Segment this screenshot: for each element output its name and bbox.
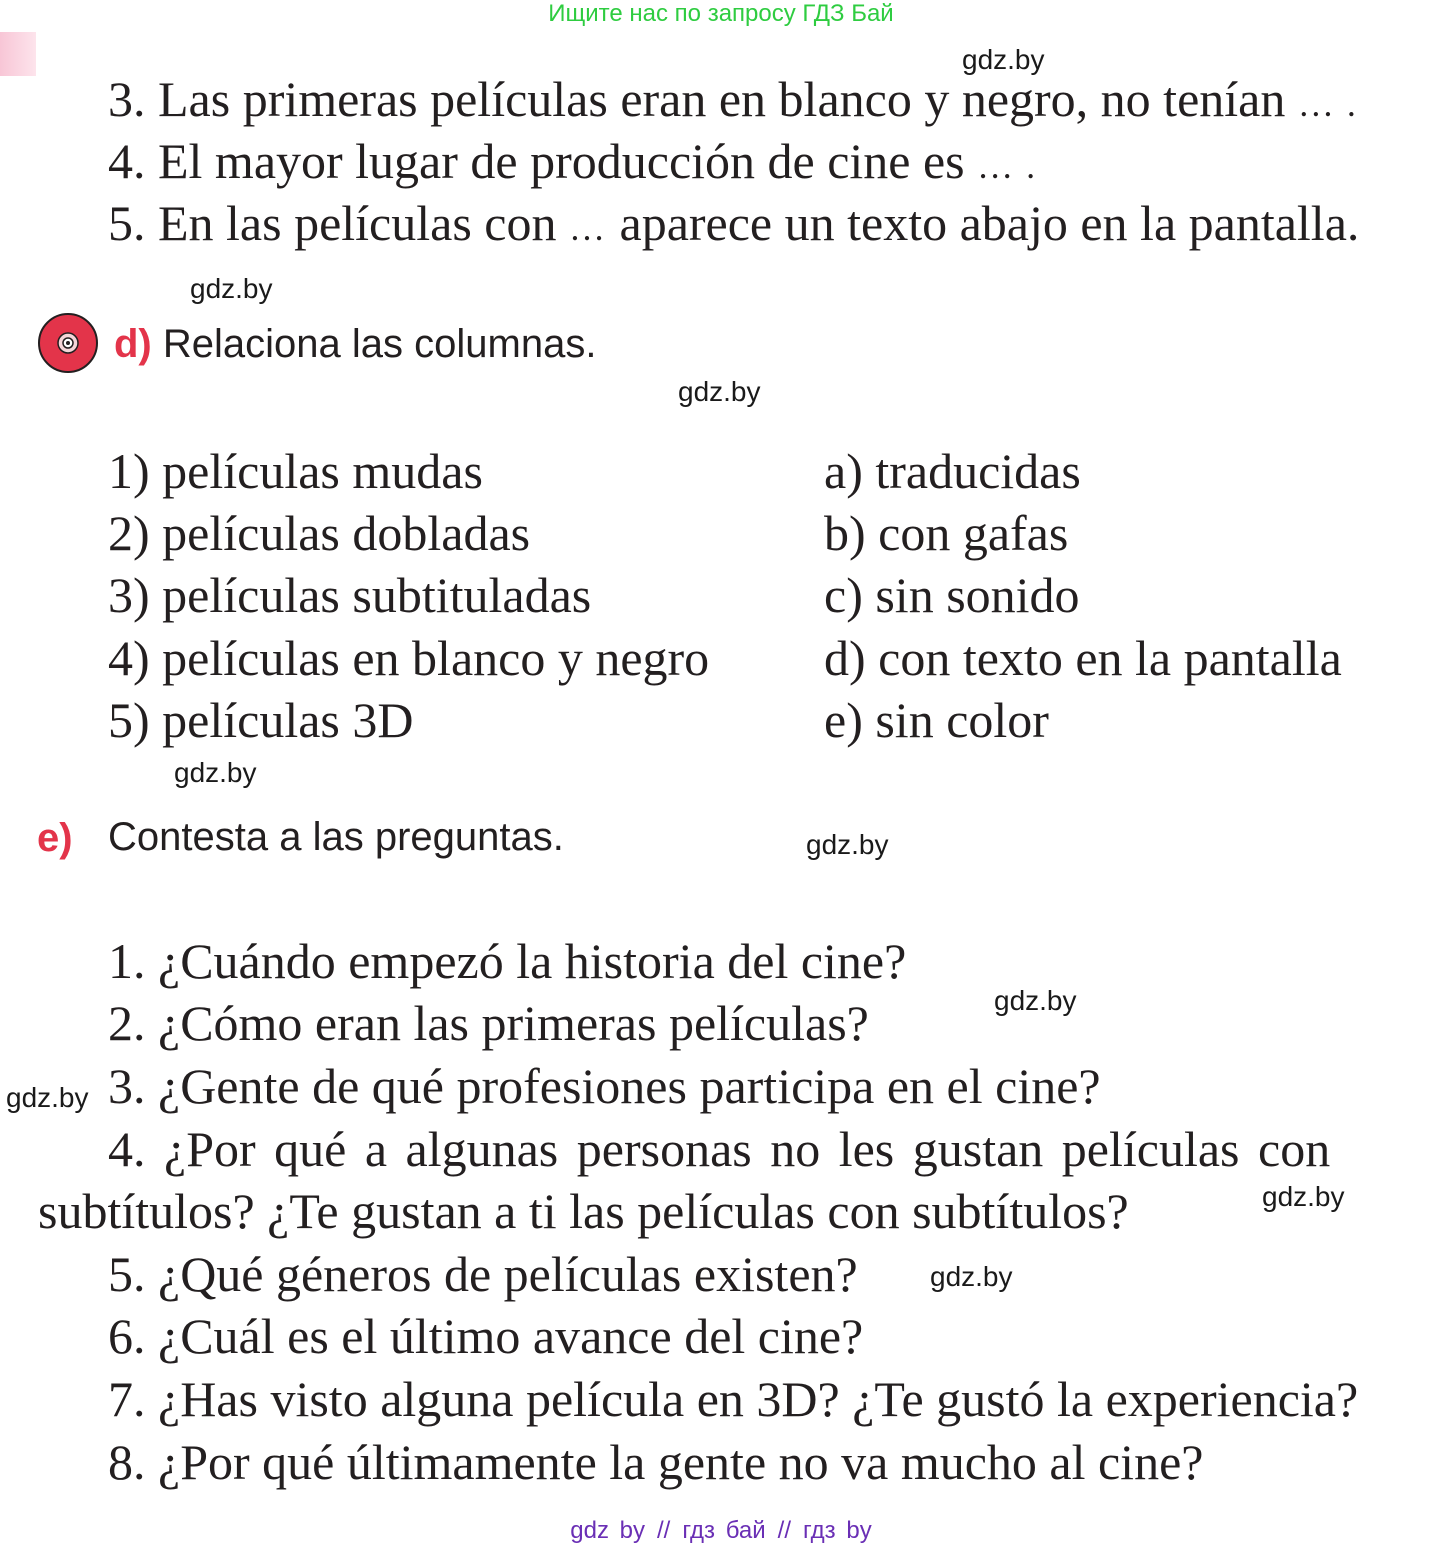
section-letter: d) <box>114 322 152 366</box>
question-continuation: subtítulos? ¿Te gustan a ti las películas con subtítulos? <box>38 1183 1129 1239</box>
sentence-3 <box>108 71 1358 127</box>
right-column-item: d) con texto en la pantalla <box>824 630 1342 686</box>
section-instruction: Relaciona las columnas. <box>162 322 597 366</box>
right-column-item: e) sin color <box>824 692 1049 748</box>
cd-audio-icon <box>37 312 99 374</box>
section-d-heading <box>114 322 596 367</box>
sentence-5 <box>108 195 1360 251</box>
watermark: gdz.by <box>962 44 1045 75</box>
watermark: gdz.by <box>190 273 273 304</box>
right-column-item: c) sin sonido <box>824 567 1080 623</box>
sentence-text: 3. Las primeras películas eran en blanco y negro, no tenían <box>108 71 1286 127</box>
blank-ellipsis: … . <box>1297 84 1358 124</box>
question: 8. ¿Por qué últimamente la gente no va mucho al cine? <box>108 1434 1204 1490</box>
sentence-text: 4. El mayor lugar de producción de cine es <box>108 133 965 189</box>
left-column-item: 5) películas 3D <box>108 692 414 748</box>
watermark: gdz.by <box>678 376 761 407</box>
section-letter: e) <box>37 816 73 860</box>
question: 4. ¿Por qué a algunas personas no les gustan películas con <box>108 1121 1331 1177</box>
right-column-item: a) traducidas <box>824 443 1081 499</box>
footer-separator: // <box>777 1517 791 1544</box>
question: 7. ¿Has visto alguna película en 3D? ¿Te gustó la experiencia? <box>108 1371 1359 1427</box>
right-column-item: b) con gafas <box>824 505 1069 561</box>
question: 6. ¿Cuál es el último avance del cine? <box>108 1308 864 1364</box>
question: 1. ¿Cuándo empezó la historia del cine? <box>108 933 907 989</box>
blank-ellipsis: … . <box>977 146 1038 186</box>
watermark: gdz.by <box>806 829 889 860</box>
footer <box>0 1517 1442 1545</box>
left-column-item: 2) películas dobladas <box>108 505 531 561</box>
footer-link[interactable]: гдз by <box>803 1517 872 1544</box>
blank-ellipsis: … <box>569 208 607 248</box>
question: 5. ¿Qué géneros de películas existen? <box>108 1246 858 1302</box>
watermark: gdz.by <box>930 1261 1013 1292</box>
footer-link[interactable]: gdz by <box>570 1517 645 1544</box>
footer-separator: // <box>657 1517 671 1544</box>
footer-link[interactable]: гдз бай <box>682 1517 766 1544</box>
section-instruction: Contesta a las preguntas. <box>108 815 564 859</box>
question: 2. ¿Cómo eran las primeras películas? <box>108 995 869 1051</box>
left-column-item: 3) películas subtituladas <box>108 567 592 623</box>
page-corner-mark <box>0 32 36 76</box>
sentence-text: aparece un texto abajo en la pantalla. <box>619 195 1360 251</box>
question: 3. ¿Gente de qué profesiones participa en el cine? <box>108 1058 1101 1114</box>
left-column-item: 4) películas en blanco y negro <box>108 630 710 686</box>
sentence-4 <box>108 133 1038 189</box>
sentence-text: 5. En las películas con <box>108 195 557 251</box>
watermark: gdz.by <box>6 1082 89 1113</box>
watermark: gdz.by <box>1262 1181 1345 1212</box>
left-column-item: 1) películas mudas <box>108 443 483 499</box>
watermark: gdz.by <box>174 757 257 788</box>
watermark: gdz.by <box>994 985 1077 1016</box>
top-banner: Ищите нас по запросу ГДЗ Бай <box>548 0 894 27</box>
